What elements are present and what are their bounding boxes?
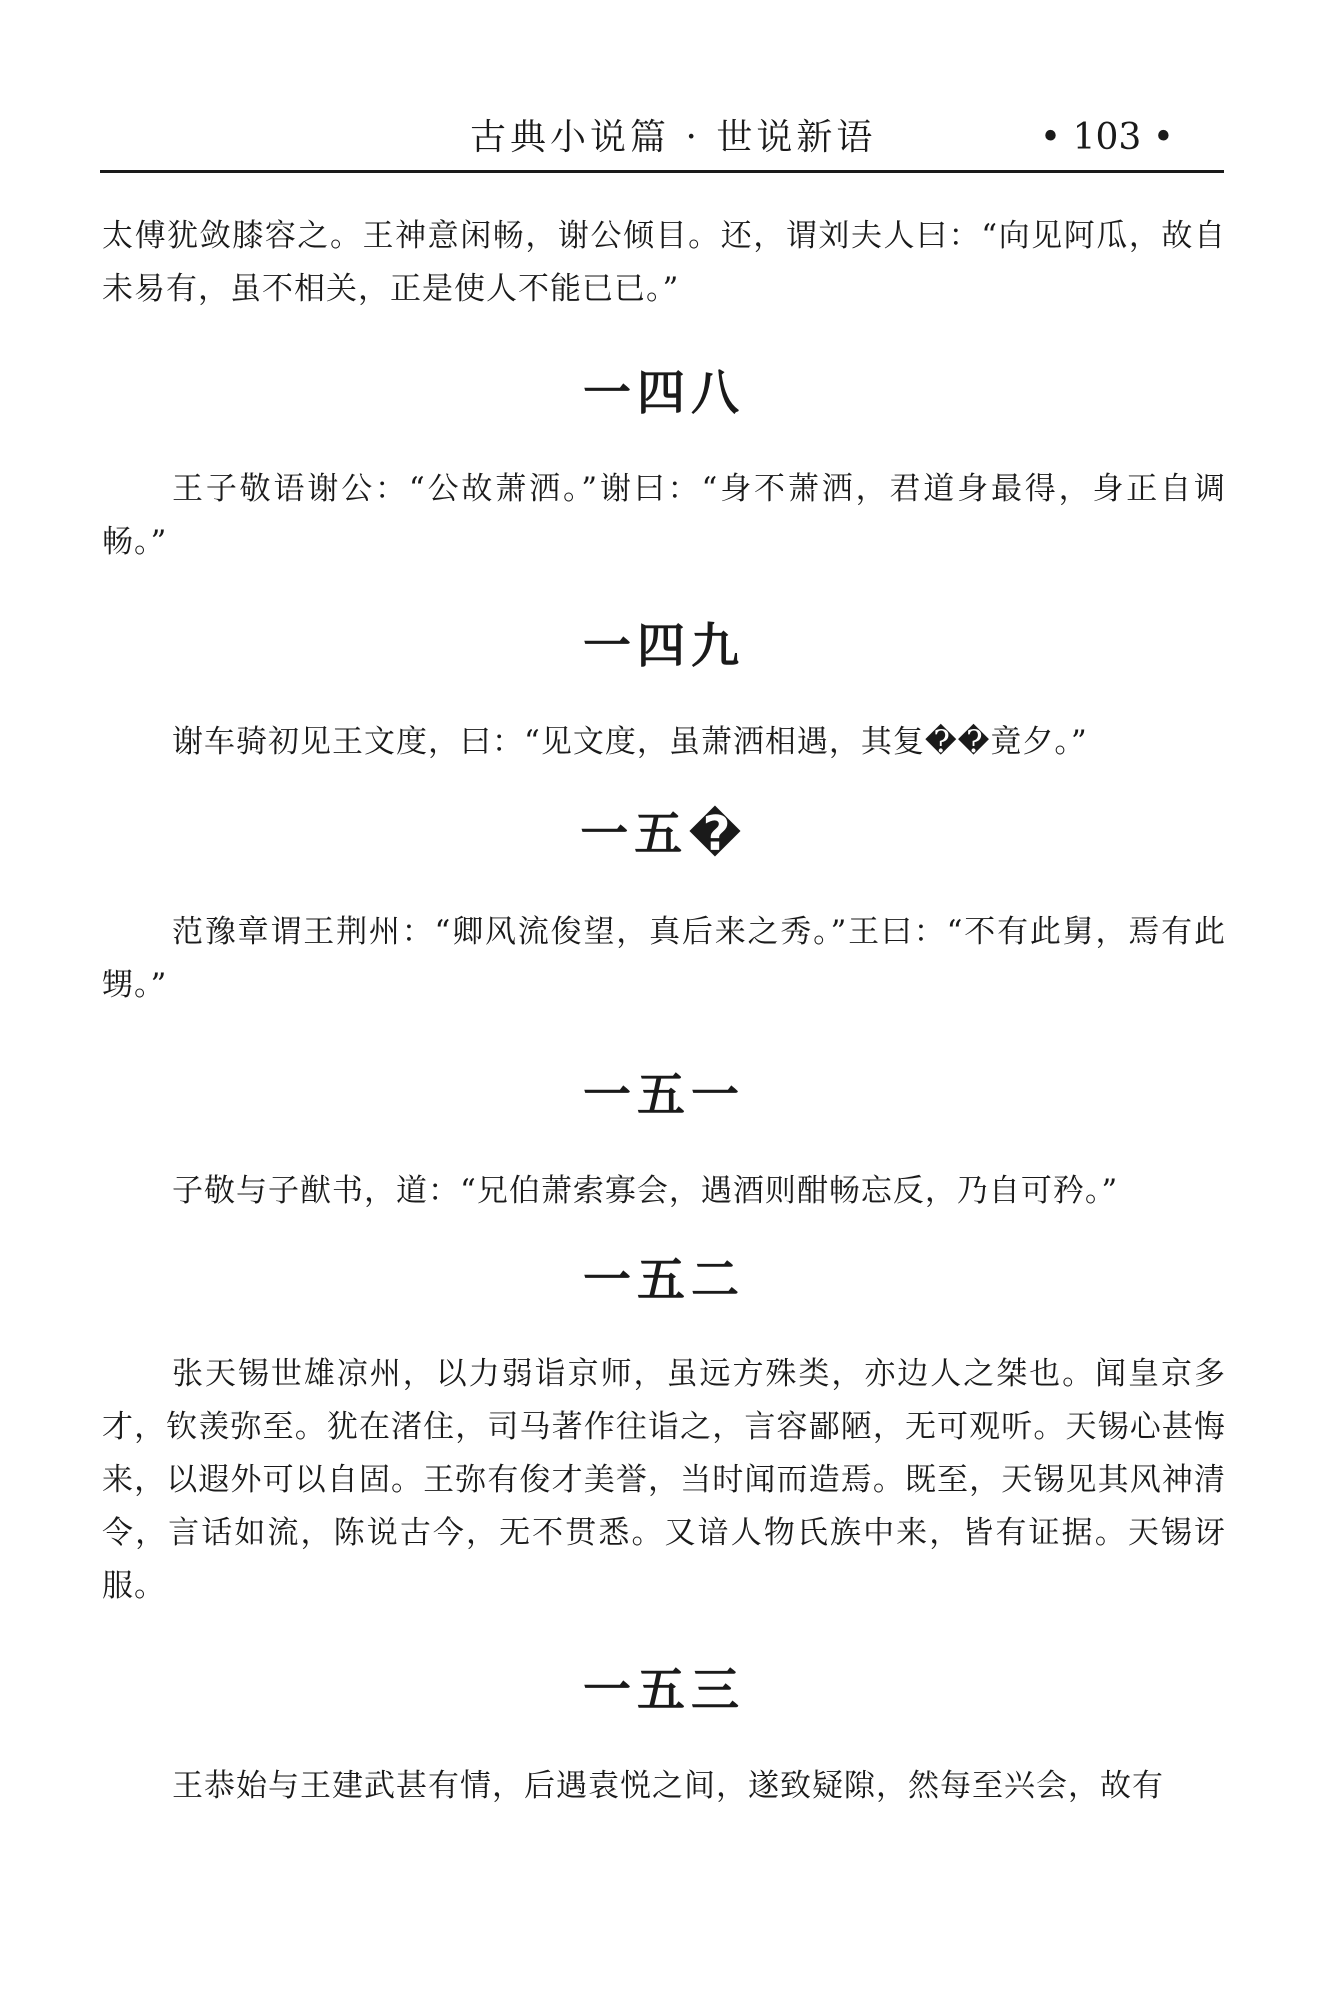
running-header (100, 108, 1224, 168)
section-heading-149: 一四九 (582, 618, 745, 674)
section-heading-153: 一五三 (582, 1662, 745, 1718)
section-heading-151: 一五一 (582, 1067, 745, 1123)
section-heading-150: 一五� (580, 806, 748, 862)
section-heading-152: 一五二 (582, 1252, 745, 1308)
section-text-151: 子敬与子猷书，道：“兄伯萧索寡会，遇酒则酣畅忘反，乃自可矜。” (172, 1173, 1119, 1209)
section-heading-148: 一四八 (582, 365, 745, 421)
book-title: 古典小说篇 · 世说新语 (470, 117, 877, 158)
section-text-152: 张天锡世雄凉州，以力弱诣京师，虽远方殊类，亦边人之桀也。闻皇京多才，钦羡弥至。犹在渚住，司马著作往诣之，言容鄙陋，无可观听。天锡心甚悔来，以遐外可以自固。王弥有俊才美誉，当时闻而造焉。既至，天锡见其风神清令，言话如流，陈说古今，无不贯悉。又谙人物氏族中来，皆有证据。天锡讶服。 (102, 1356, 1226, 1604)
continued-paragraph: 太傅犹敛膝容之。王神意闲畅，谢公倾目。还，谓刘夫人曰：“向见阿瓜，故自未易有，虽不相关，正是使人不能已已。” (102, 218, 1226, 307)
section-text-149: 谢车骑初见王文度，曰：“见文度，虽萧洒相遇，其复��竟夕。” (172, 724, 1088, 760)
section-text-150: 范豫章谓王荆州：“卿风流俊望，真后来之秀。”王曰：“不有此舅，焉有此甥。” (102, 914, 1226, 1003)
section-text-148: 王子敬语谢公：“公故萧洒。”谢曰：“身不萧洒，君道身最得，身正自调畅。” (102, 471, 1226, 560)
page-body (102, 210, 1226, 1813)
header-rule (100, 170, 1224, 173)
section-text-153: 王恭始与王建武甚有情，后遇袁悦之间，遂致疑隙，然每至兴会，故有 (172, 1768, 1164, 1804)
page-number: • 103 • (1039, 117, 1174, 158)
